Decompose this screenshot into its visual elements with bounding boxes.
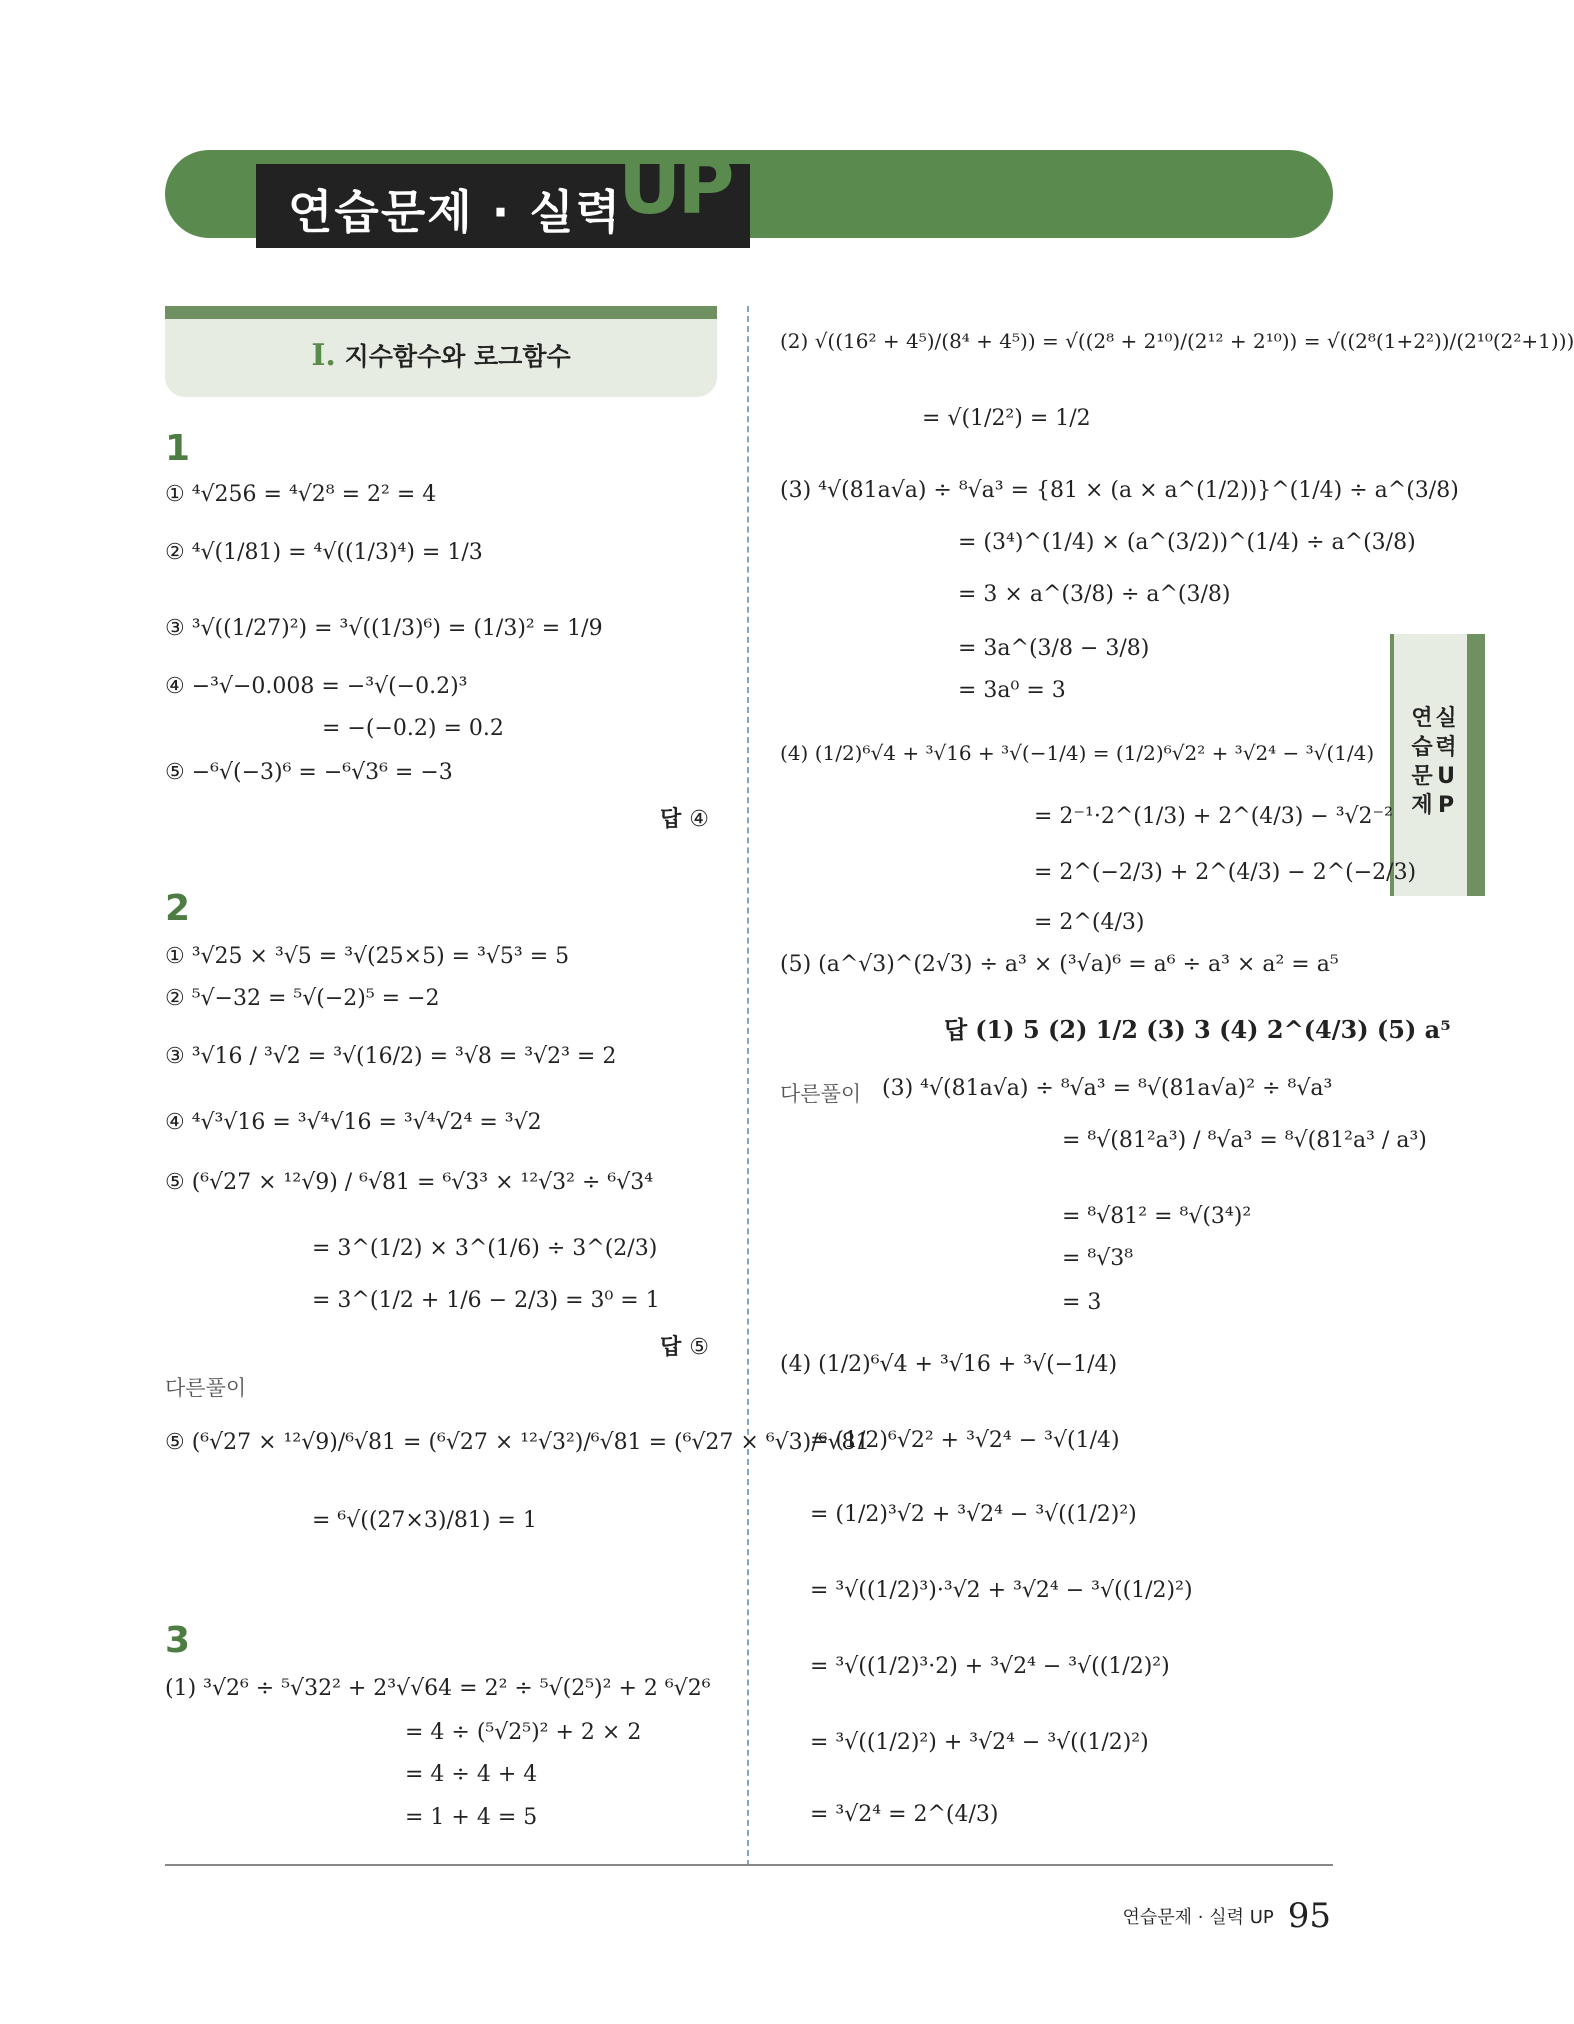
solution-line: = (3⁴)^(1/4) × (a^(3/2))^(1/4) ÷ a^(3/8) bbox=[958, 530, 1416, 555]
solution-line: = ³√((1/2)³·2) + ³√2⁴ − ³√((1/2)²) bbox=[810, 1654, 1170, 1679]
solution-line: ④ −³√−0.008 = −³√(−0.2)³ bbox=[165, 674, 468, 699]
solution-line: = ³√2⁴ = 2^(4/3) bbox=[810, 1802, 999, 1827]
answer-value: ⑤ bbox=[689, 1335, 709, 1360]
footer-label: 연습문제 · 실력 UP bbox=[1122, 1907, 1274, 1928]
solution-line: = 3a^(3/8 − 3/8) bbox=[958, 636, 1150, 661]
solution-line: (5) (a^√3)^(2√3) ÷ a³ × (³√a)⁶ = a⁶ ÷ a³ × a² = a⁵ bbox=[780, 952, 1339, 977]
solution-line: ② ⁴√(1/81) = ⁴√((1/3)⁴) = 1/3 bbox=[165, 540, 483, 565]
solution-line: = 3^(1/2 + 1/6 − 2/3) = 3⁰ = 1 bbox=[312, 1288, 660, 1313]
side-tab-char: U bbox=[1437, 764, 1455, 789]
answer-key: 답 bbox=[944, 1016, 968, 1044]
answer-p2 bbox=[660, 1330, 709, 1361]
solution-line: = (1/2)⁶√2² + ³√2⁴ − ³√(1/4) bbox=[810, 1428, 1120, 1453]
solution-line: ① ⁴√256 = ⁴√2⁸ = 2² = 4 bbox=[165, 482, 437, 507]
side-tab-char: 습 bbox=[1411, 735, 1433, 760]
solution-line: (4) (1/2)⁶√4 + ³√16 + ³√(−1/4) = (1/2)⁶√2² + ³√2⁴ − ³√(1/4) bbox=[780, 741, 1375, 765]
problem-number: 2 bbox=[165, 888, 191, 929]
solution-line: = ⁸√(81²a³) / ⁸√a³ = ⁸√(81²a³ / a³) bbox=[1062, 1128, 1427, 1153]
side-tab bbox=[1390, 634, 1485, 896]
alt-solution-label: 다른풀이 bbox=[780, 1082, 862, 1106]
bottom-rule bbox=[165, 1864, 1333, 1866]
solution-line: ② ⁵√−32 = ⁵√(−2)⁵ = −2 bbox=[165, 986, 440, 1011]
section-numeral: Ⅰ. bbox=[311, 338, 336, 373]
side-tab-text bbox=[1410, 704, 1460, 820]
solution-line: (2) √((16² + 4⁵)/(8⁴ + 4⁵)) = √((2⁸ + 2¹⁰)/(2¹² + 2¹⁰)) = √((2⁸(1+2²))/(2¹⁰(2²+1))) bbox=[780, 329, 1574, 353]
header-title: 연습문제 · 실력 bbox=[288, 185, 623, 239]
solution-line: = 3a⁰ = 3 bbox=[958, 678, 1066, 703]
solution-line: ⑤ (⁶√27 × ¹²√9) / ⁶√81 = ⁶√3³ × ¹²√3² ÷ ⁶√3⁴ bbox=[165, 1170, 654, 1195]
side-tab-bar bbox=[1467, 634, 1485, 896]
answer-values: (1) 5 (2) 1/2 (3) 3 (4) 2^(4/3) (5) a⁵ bbox=[975, 1015, 1451, 1044]
solution-line: = ³√((1/2)³)·³√2 + ³√2⁴ − ³√((1/2)²) bbox=[810, 1578, 1193, 1603]
side-tab-char: 연 bbox=[1411, 706, 1433, 731]
header-up: UP bbox=[618, 142, 731, 232]
solution-line: = 3 bbox=[1062, 1290, 1102, 1315]
answers-row bbox=[944, 1010, 1451, 1045]
section-heading bbox=[165, 306, 717, 397]
alt-solution-label: 다른풀이 bbox=[165, 1376, 247, 1400]
solution-line: = (1/2)³√2 + ³√2⁴ − ³√((1/2)²) bbox=[810, 1502, 1137, 1527]
solution-line: ③ ³√16 / ³√2 = ³√(16/2) = ³√8 = ³√2³ = 2 bbox=[165, 1044, 617, 1069]
side-tab-char: 문 bbox=[1411, 764, 1433, 789]
problem-number: 3 bbox=[165, 1620, 191, 1661]
solution-line: ④ ⁴√³√16 = ³√⁴√16 = ³√⁴√2⁴ = ³√2 bbox=[165, 1110, 542, 1135]
problem-number: 1 bbox=[165, 428, 191, 469]
page-number: 95 bbox=[1287, 1896, 1331, 1936]
solution-line: ⑤ −⁶√(−3)⁶ = −⁶√3⁶ = −3 bbox=[165, 760, 453, 785]
solution-line: (4) (1/2)⁶√4 + ³√16 + ³√(−1/4) bbox=[780, 1352, 1118, 1377]
solution-line: = ³√((1/2)²) + ³√2⁴ − ³√((1/2)²) bbox=[810, 1730, 1149, 1755]
answer-p1 bbox=[660, 802, 709, 833]
solution-line: = ⁶√((27×3)/81) = 1 bbox=[312, 1508, 537, 1533]
solution-line: = 2^(−2/3) + 2^(4/3) − 2^(−2/3) bbox=[1034, 860, 1417, 885]
solution-line: (1) ³√2⁶ ÷ ⁵√32² + 2³√√64 = 2² ÷ ⁵√(2⁵)² + 2 ⁶√2⁶ bbox=[165, 1676, 711, 1701]
side-tab-char: 제 bbox=[1411, 793, 1433, 818]
solution-line: = 4 ÷ (⁵√2⁵)² + 2 × 2 bbox=[405, 1720, 642, 1745]
section-title: 지수함수와 로그함수 bbox=[344, 342, 571, 371]
column-divider bbox=[747, 306, 749, 1866]
answer-value: ④ bbox=[689, 807, 709, 832]
solution-line: = 3 × a^(3/8) ÷ a^(3/8) bbox=[958, 582, 1231, 607]
solution-line: = 2⁻¹·2^(1/3) + 2^(4/3) − ³√2⁻² bbox=[1034, 804, 1393, 829]
side-tab-char: 실 bbox=[1435, 706, 1457, 731]
solution-line: (3) ⁴√(81a√a) ÷ ⁸√a³ = ⁸√(81a√a)² ÷ ⁸√a³ bbox=[882, 1076, 1333, 1101]
solution-line: = 2^(4/3) bbox=[1034, 910, 1145, 935]
solution-line: (3) ⁴√(81a√a) ÷ ⁸√a³ = {81 × (a × a^(1/2))}^(1/4) ÷ a^(3/8) bbox=[780, 478, 1459, 503]
solution-line: = −(−0.2) = 0.2 bbox=[322, 716, 504, 741]
solution-line: = 4 ÷ 4 + 4 bbox=[405, 1762, 538, 1787]
solution-line: ⑤ (⁶√27 × ¹²√9)/⁶√81 = (⁶√27 × ¹²√3²)/⁶√81 = (⁶√27 × ⁶√3)/⁶√81 bbox=[165, 1430, 870, 1455]
solution-line: = 1 + 4 = 5 bbox=[405, 1805, 538, 1830]
footer bbox=[1122, 1896, 1331, 1936]
solution-line: ① ³√25 × ³√5 = ³√(25×5) = ³√5³ = 5 bbox=[165, 944, 570, 969]
solution-line: = √(1/2²) = 1/2 bbox=[922, 406, 1091, 431]
answer-key: 답 bbox=[660, 1335, 682, 1360]
solution-line: ③ ³√((1/27)²) = ³√((1/3)⁶) = (1/3)² = 1/9 bbox=[165, 616, 603, 641]
answer-key: 답 bbox=[660, 807, 682, 832]
solution-line: = 3^(1/2) × 3^(1/6) ÷ 3^(2/3) bbox=[312, 1236, 658, 1261]
section-title-row bbox=[165, 337, 717, 373]
side-tab-char: P bbox=[1437, 793, 1455, 818]
side-tab-char: 력 bbox=[1435, 735, 1457, 760]
solution-line: = ⁸√3⁸ bbox=[1062, 1246, 1134, 1271]
solution-line: = ⁸√81² = ⁸√(3⁴)² bbox=[1062, 1204, 1252, 1229]
